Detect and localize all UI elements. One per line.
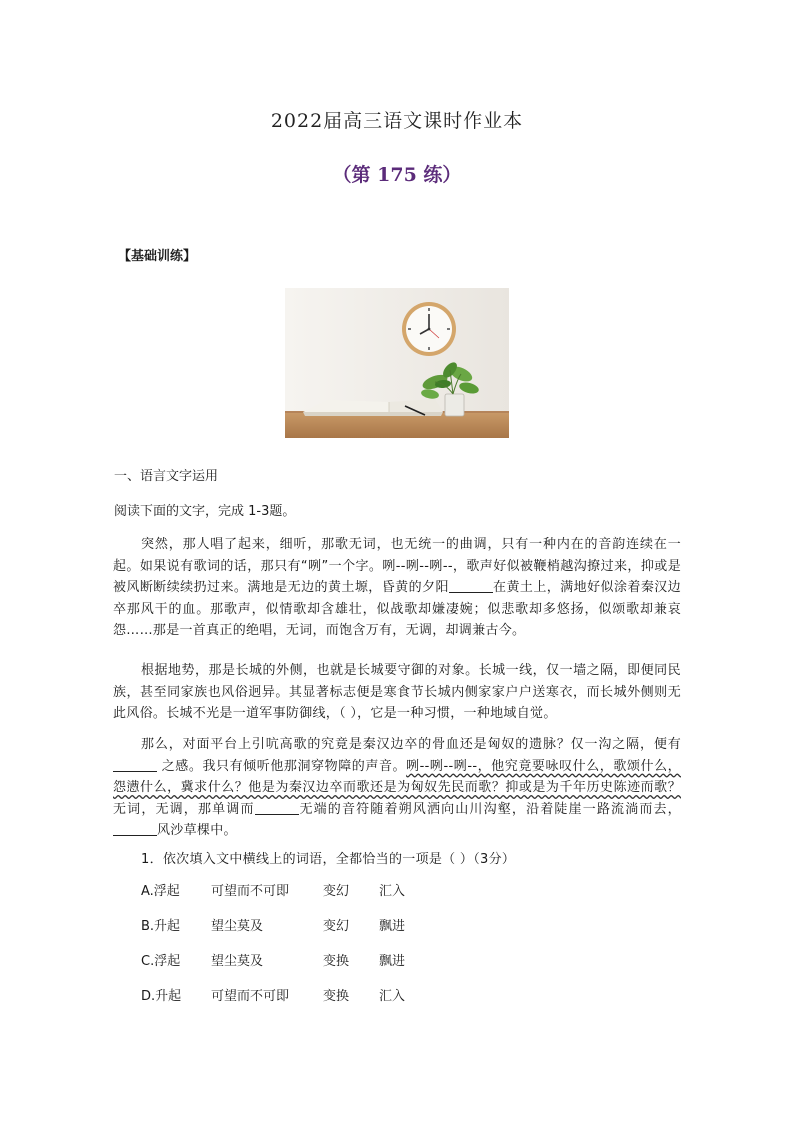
- illustration-photo: [285, 288, 509, 438]
- option-b-label: B.升起: [141, 919, 181, 934]
- option-b-word-2: 望尘莫及: [211, 919, 264, 934]
- exercise-number: （第 175 练）: [332, 164, 462, 186]
- question-1: 1．依次填入文中横线上的词语，全都恰当的一项是（ ）（3分）: [141, 852, 516, 867]
- answer-blank-1: [449, 578, 493, 593]
- option-a-word-2: 可望而不可即: [211, 884, 290, 899]
- open-book-icon: [303, 399, 443, 416]
- document-title: 2022届高三语文课时作业本: [270, 110, 524, 132]
- option-d-label: D.升起: [141, 989, 182, 1004]
- option-c-word-4: 飘进: [379, 954, 406, 969]
- option-b-word-3: 变幻: [323, 919, 350, 934]
- paragraph-3-text-d: 无端的音符随着朔风洒向山川沟壑，沿着陡崖一路流淌而去，: [298, 801, 681, 817]
- option-a-word-4: 汇入: [379, 884, 406, 899]
- reading-instruction: 阅读下面的文字，完成 1-3题。: [114, 504, 296, 519]
- paragraph-1-text-b: 在黄土上，满地好似涂着秦汉边卒那风干的血。那歌声，似情歌却含雄壮，似战歌却嫌凄婉；似悲歌却多悠扬，似颂歌却兼哀怨……那是一首真正的绝唱，无词，而饱含万有，无调，却调兼古今。: [113, 580, 681, 638]
- option-c-word-2: 望尘莫及: [211, 954, 264, 969]
- option-d-word-4: 汇入: [379, 989, 406, 1004]
- wavy-underlined-text: 咧--咧--咧--，他究竟要咏叹什么，歌颂什么，怨懑什么，冀求什么？他是为秦汉边卒而歌还是为匈奴先民而歌？抑或是为千年历史陈迹而歌？: [113, 758, 681, 795]
- passage-paragraph-2: 根据地势，那是长城的外侧，也就是长城要守御的对象。长城一线，仅一墙之隔，即便同民族，甚至同家族也风俗迥异。其显著标志便是寒食节长城内侧家家户户送寒衣，而长城外侧则无此风俗。长城不光是一道军事防御线，（ ），它是一种习惯，一种地域自觉。: [113, 663, 681, 721]
- answer-blank-4: [113, 821, 157, 836]
- option-a-word-3: 变幻: [323, 884, 350, 899]
- clock-icon: [402, 302, 456, 356]
- paragraph-3-text-c: 无词，无调，那单调而: [113, 801, 255, 817]
- paragraph-3-text-e: 风沙草棵中。: [157, 823, 237, 838]
- option-c-label: C.浮起: [141, 954, 181, 969]
- paragraph-1-text-a: 突然，那人唱了起来，细听，那歌无词，也无统一的曲调，只有一种内在的音韵连续在一起。如果说有歌词的话，那只有“咧”一个字。咧--咧--咧--，歌声好似被鞭梢越沟撩过来，抑或是被风断断续续扔过来。满地是无边的黄土塬，昏黄的夕阳: [113, 537, 681, 595]
- answer-blank-3: [255, 800, 299, 815]
- option-d-word-3: 变换: [323, 989, 350, 1004]
- section-label: 【基础训练】: [118, 249, 197, 264]
- passage-paragraph-1: [113, 534, 681, 642]
- option-b-word-4: 飘进: [379, 919, 406, 934]
- paragraph-3-text-b: 之感。我只有倾听他那洞穿物障的声音。: [157, 758, 407, 774]
- option-a-label: A.浮起: [141, 884, 180, 899]
- passage-paragraph-3: [113, 734, 681, 842]
- answer-blank-2: [113, 757, 157, 772]
- option-c-word-3: 变换: [323, 954, 350, 969]
- paragraph-3-text-a: 那么，对面平台上引吭高歌的究竟是秦汉边卒的骨血还是匈奴的遗脉？仅一沟之隔，便有: [141, 737, 681, 752]
- part-heading: 一、语言文字运用: [114, 469, 219, 484]
- option-d-word-2: 可望而不可即: [211, 989, 290, 1004]
